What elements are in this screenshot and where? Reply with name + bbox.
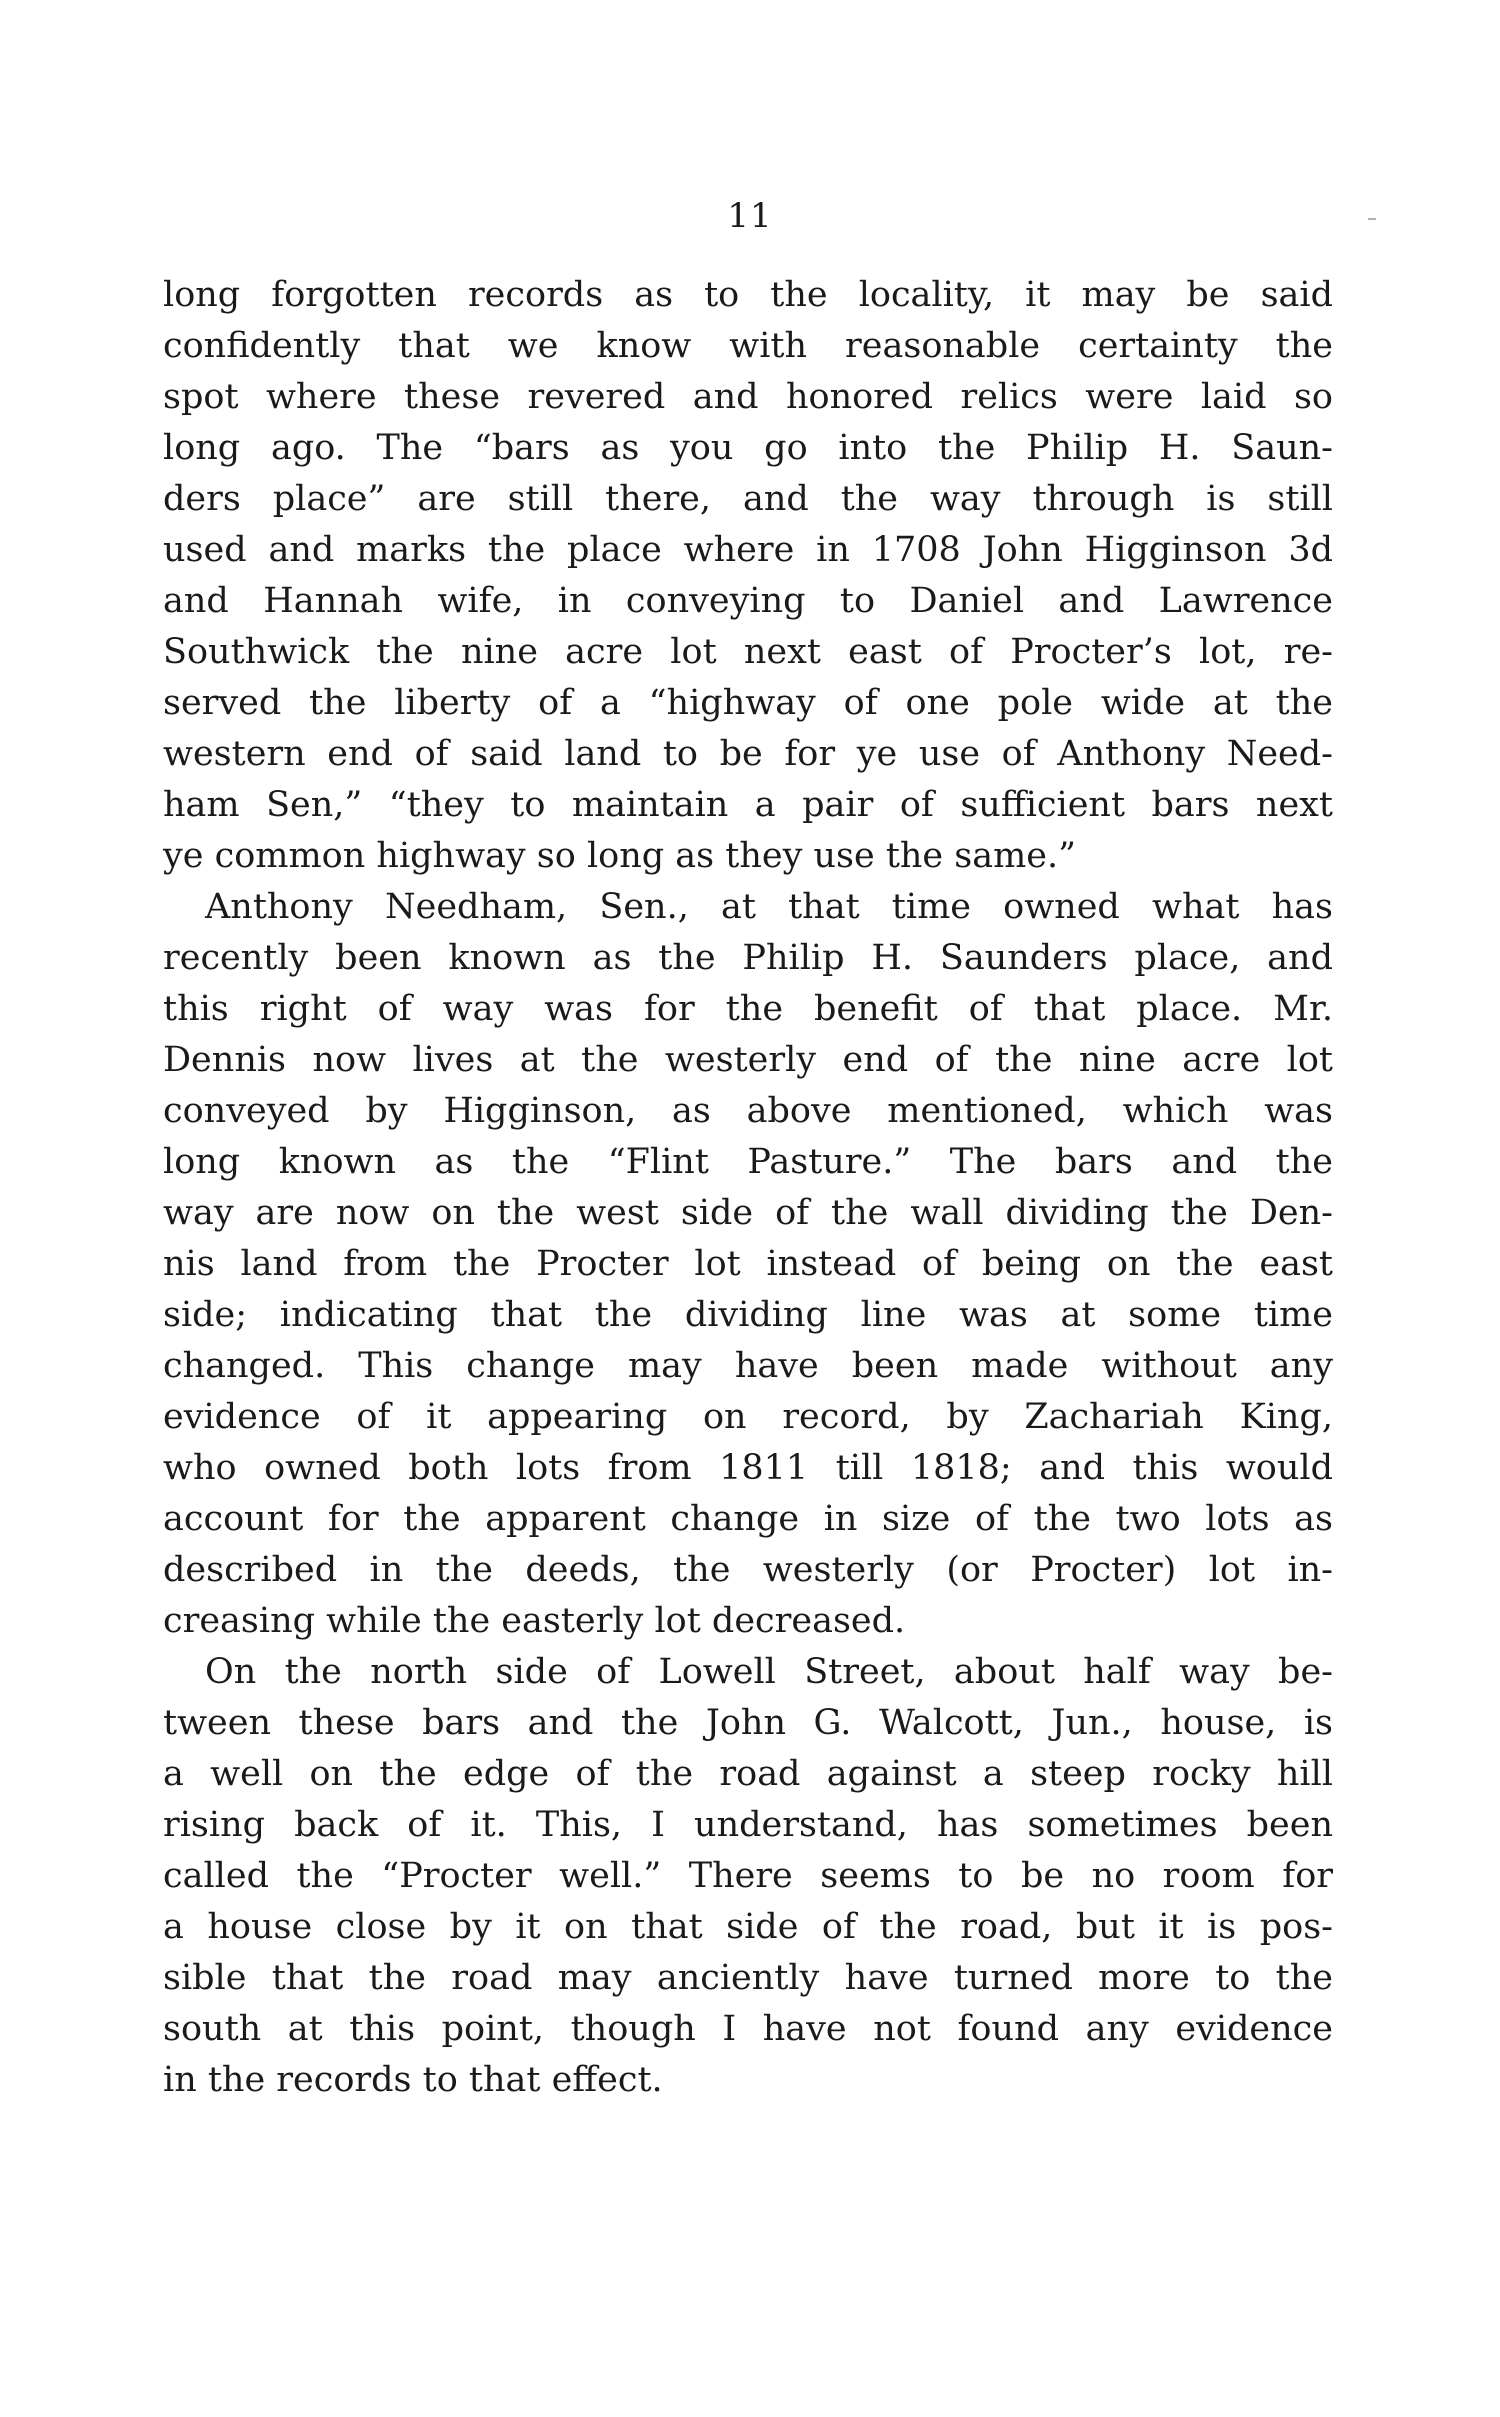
text-line: conveyed by Higginson, as above mentioned, which was bbox=[163, 1091, 1333, 1131]
text-line: confidently that we know with reasonable certainty the bbox=[163, 326, 1333, 366]
text-line: ders place” are still there, and the way through is still bbox=[163, 479, 1333, 519]
scan-speck bbox=[1368, 218, 1376, 220]
text-line: a house close by it on that side of the road, but it is pos- bbox=[163, 1907, 1333, 1947]
text-line: a well on the edge of the road against a steep rocky hill bbox=[163, 1754, 1333, 1794]
text-line: side; indicating that the dividing line was at some time bbox=[163, 1295, 1333, 1335]
text-line: called the “Procter well.” There seems to be no room for bbox=[163, 1856, 1333, 1896]
text-line: ham Sen,” “they to maintain a pair of sufficient bars next bbox=[163, 785, 1333, 825]
text-line: described in the deeds, the westerly (or Procter) lot in- bbox=[163, 1550, 1333, 1590]
text-line: nis land from the Procter lot instead of being on the east bbox=[163, 1244, 1333, 1284]
text-line: evidence of it appearing on record, by Zachariah King, bbox=[163, 1397, 1333, 1437]
text-line: On the north side of Lowell Street, about half way be- bbox=[205, 1652, 1333, 1692]
text-line: Anthony Needham, Sen., at that time owned what has bbox=[205, 887, 1333, 927]
text-line: used and marks the place where in 1708 John Higginson 3d bbox=[163, 530, 1333, 570]
paragraph bbox=[163, 882, 1333, 1647]
text-line: long forgotten records as to the locality, it may be said bbox=[163, 275, 1333, 315]
text-line: recently been known as the Philip H. Saunders place, and bbox=[163, 938, 1333, 978]
text-line: creasing while the easterly lot decreased. bbox=[163, 1601, 906, 1641]
text-line: ye common highway so long as they use the same.” bbox=[163, 836, 1077, 876]
text-line: south at this point, though I have not found any evidence bbox=[163, 2009, 1333, 2049]
text-line: western end of said land to be for ye use of Anthony Need- bbox=[163, 734, 1333, 774]
text-line: changed. This change may have been made without any bbox=[163, 1346, 1333, 1386]
text-line: Southwick the nine acre lot next east of Procter’s lot, re- bbox=[163, 632, 1333, 672]
text-line: sible that the road may anciently have turned more to the bbox=[163, 1958, 1333, 1998]
text-line: long known as the “Flint Pasture.” The bars and the bbox=[163, 1142, 1333, 1182]
text-line: spot where these revered and honored relics were laid so bbox=[163, 377, 1333, 417]
text-line: long ago. The “bars as you go into the Philip H. Saun- bbox=[163, 428, 1333, 468]
text-line: way are now on the west side of the wall dividing the Den- bbox=[163, 1193, 1333, 1233]
text-line: account for the apparent change in size of the two lots as bbox=[163, 1499, 1333, 1539]
text-line: in the records to that effect. bbox=[163, 2060, 663, 2100]
text-line: served the liberty of a “highway of one pole wide at the bbox=[163, 683, 1333, 723]
text-line: tween these bars and the John G. Walcott, Jun., house, is bbox=[163, 1703, 1333, 1743]
page-number: 11 bbox=[727, 196, 773, 236]
text-line: this right of way was for the benefit of that place. Mr. bbox=[163, 989, 1333, 1029]
text-line: Dennis now lives at the westerly end of the nine acre lot bbox=[163, 1040, 1333, 1080]
text-line: who owned both lots from 1811 till 1818; and this would bbox=[163, 1448, 1333, 1488]
paragraph bbox=[163, 1647, 1333, 2106]
body-text bbox=[163, 270, 1333, 2106]
paragraph bbox=[163, 270, 1333, 882]
text-line: and Hannah wife, in conveying to Daniel and Lawrence bbox=[163, 581, 1333, 621]
text-line: rising back of it. This, I understand, has sometimes been bbox=[163, 1805, 1333, 1845]
